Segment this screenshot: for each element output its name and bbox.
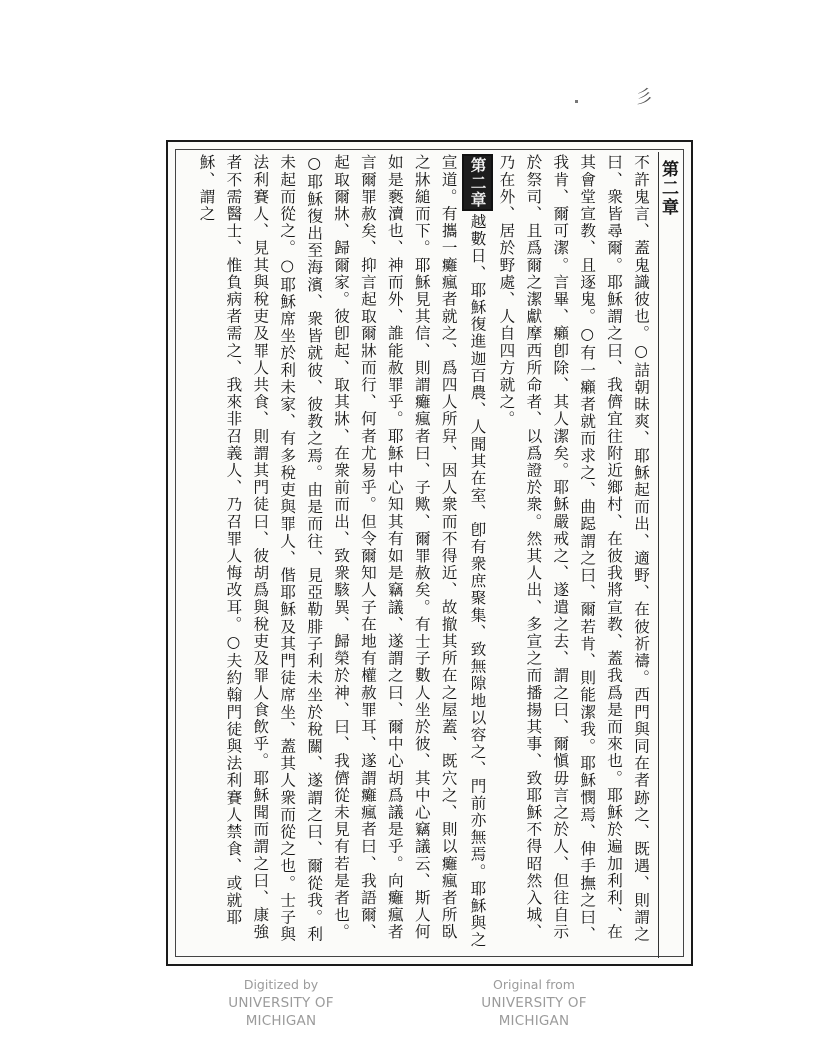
original-from-institution: UNIVERSITY OF MICHIGAN	[481, 995, 587, 1029]
digitized-by-watermark	[196, 976, 366, 1030]
original-from-watermark	[448, 976, 620, 1030]
chapter-two-body: 越數日、耶穌復進迦百農、人聞其在室、卽有衆庶聚集、致無隙地以容之、門前亦無焉。耶穌與之宣道。有攜一癱瘋者就之、爲四人所舁、因人衆而不得近、故撤其所在之屋蓋、既穴之、則以癱瘋者所臥之牀縋而下。耶穌見其信、則謂癱瘋者曰、子歟、爾罪赦矣。有士子數人坐於彼、其中心竊議云、斯人何如是褻瀆也、神而外、誰能赦罪乎。耶穌中心知其有如是竊議、遂謂之曰、爾中心胡爲議是乎。向癱瘋者言爾罪赦矣、抑言起取爾牀而行、何者尤易乎。但令爾知人子在地有權赦罪耳、遂謂癱瘋者曰、我語爾、起取爾牀、歸爾家。彼卽起、取其牀、在衆前而出、致衆駭異、歸榮於神、曰、我儕從未見有若是者也。○耶穌復出至海濱、衆皆就彼、彼教之焉。由是而往、見亞勒腓子利未坐於稅關、遂謂之曰、爾從我。利未起而從之。○耶穌席坐於利未家、有多稅吏與罪人、偕耶穌及其門徒席坐、蓋其人衆而從之也。士子與法利賽人、見其與稅吏及罪人共食、則謂其門徒曰、彼胡爲與稅吏及罪人食飲乎。耶穌聞而謂之曰、康強者不需醫士、惟負病者需之、我來非召義人、乃召罪人悔改耳。○夫約翰門徒與法利賽人禁食、或就耶穌、謂之	[197, 154, 487, 949]
chapter-one-ending: 不許鬼言、蓋鬼識彼也。○詰朝昧爽、耶穌起而出、適野、在彼祈禱。西門與同在者跡之、既遇、則謂之曰、衆皆尋爾。耶穌謂之曰、我儕宜往附近鄉村、在彼我將宣教、蓋我爲是而來也。耶穌於遍加利利、在其會堂宣教、且逐鬼。○有一癩者就而求之、曲跽謂之曰、爾若肯、則能潔我。耶穌憫焉、伸手撫之曰、我肯、爾可潔。言畢、癩卽除、其人潔矣。耶穌嚴戒之、遂遣之去、謂之曰、爾愼毋言之於人、但往自示於祭司、且爲爾之潔獻摩西所命者、以爲證於衆。然其人出、多宣之而播揚其事、致耶穌不得昭然入城、乃在外、居於野處、人自四方就之。	[497, 154, 650, 943]
stray-dot	[575, 100, 578, 103]
stray-ink-mark: 彡	[635, 87, 653, 108]
chapter-header-label: 第二章	[658, 160, 678, 217]
digitized-by-institution: UNIVERSITY OF MICHIGAN	[228, 995, 334, 1029]
page-header	[658, 152, 681, 958]
chapter-marker: 第二章	[462, 154, 493, 211]
page-frame	[166, 140, 693, 966]
scripture-text	[184, 154, 654, 954]
chapter-two-start	[193, 154, 493, 954]
digitized-by-label: Digitized by	[243, 977, 319, 992]
original-from-label: Original from	[493, 977, 575, 992]
